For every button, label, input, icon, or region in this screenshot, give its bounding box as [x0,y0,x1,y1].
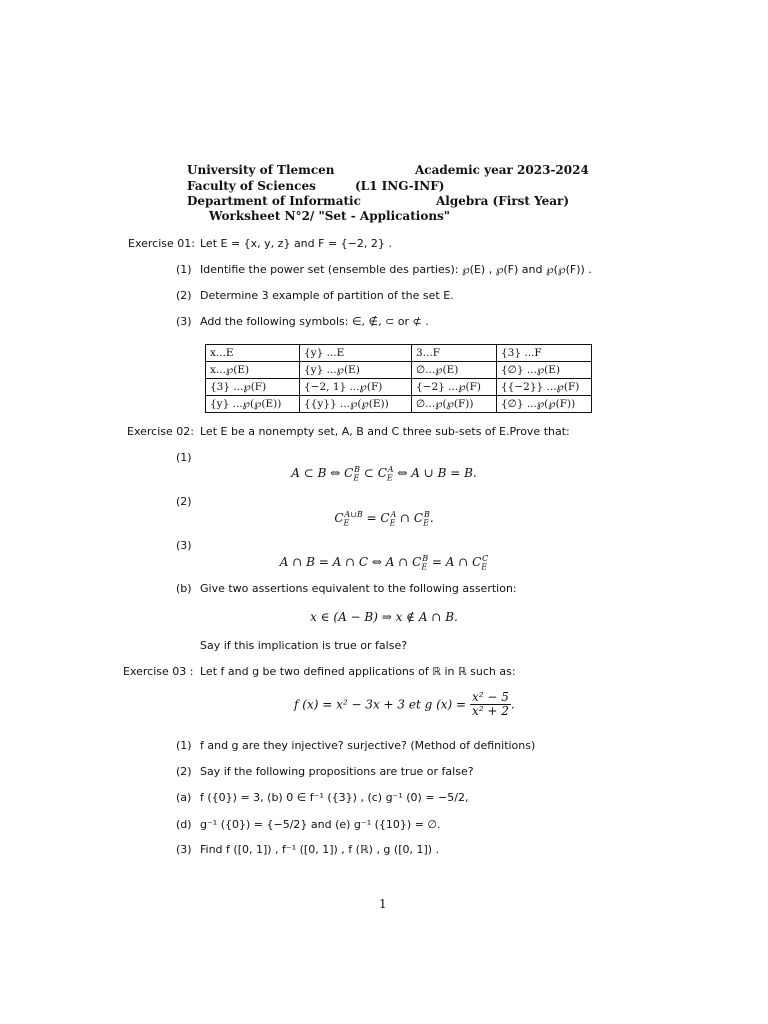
worksheet-title: Worksheet N°2/ "Set - Applications" [209,209,451,223]
table-cell: {∅} ...℘(℘(F)) [497,396,592,413]
ex3-item-num: (a) [176,791,192,804]
academic-year: Academic year 2023-2024 [415,163,589,177]
exercise-3-intro: Let f and g be two defined applications of ℝ in ℝ such as: [200,665,516,678]
ex3-item-num: (d) [176,818,192,831]
table-cell: 3...F [412,345,497,362]
ex2-item-num: (3) [176,539,192,552]
ex3-item-text: f ({0}) = 3, (b) 0 ∈ f⁻¹ ({3}) , (c) g⁻¹ (0) = −5/2, [200,791,469,804]
table-cell: {{y}} ...℘(℘(E)) [300,396,412,413]
ex3-item-text: f and g are they injective? surjective? (Method of definitions) [200,739,536,752]
table-cell: ∅...℘(℘(F)) [412,396,497,413]
exercise-3-label: Exercise 03 : [123,665,194,678]
exercise-2-intro: Let E be a nonempty set, A, B and C three sub-sets of E.Prove that: [200,425,570,438]
ex1-item-text: Determine 3 example of partition of the set E. [200,289,454,302]
ex2-question: Say if this implication is true or false? [200,639,408,652]
ex3-item-num: (2) [176,765,192,778]
implication-equation: x ∈ (A − B) ⇒ x ∉ A ∩ B. [310,610,458,624]
course-name: Algebra (First Year) [436,194,570,208]
table-row [206,379,592,396]
equation-3: A ∩ B = A ∩ C ⇔ A ∩ $C_E^B = A$ ∩ $C_E^C$ [279,554,489,572]
ex3-item-text: Find f ([0, 1]) , f⁻¹ ([0, 1]) , f (ℝ) , g ([0, 1]) . [200,843,440,856]
page-number: 1 [379,897,387,911]
table-cell: {{−2}} ...℘(F) [497,379,592,396]
equation-1: A ⊂ B ⇔ $C_E^B$ ⊂ $C_E^A$ ⇔ A ∪ B = B. [291,465,477,483]
table-row [206,396,592,413]
table-cell: {y} ...℘(℘(E)) [206,396,300,413]
ex1-item-num: (3) [176,315,192,328]
equation-2: $C_E^{A\cup B} = C_E^A$ ∩ $C_E^B$. [334,510,434,528]
ex3-item-num: (3) [176,843,192,856]
fraction-numerator: x² − 5 [471,690,509,704]
table-cell: {y} ...E [300,345,412,362]
exercise-1-intro: Let E = {x, y, z} and F = {−2, 2} . [200,237,392,250]
table-row [206,345,592,362]
table-cell: {3} ...F [497,345,592,362]
table-cell: ∅...℘(E) [412,362,497,379]
ex3-item-text: g⁻¹ ({0}) = {−5/2} and (e) g⁻¹ ({10}) = ∅. [200,818,441,831]
symbols-table [205,344,592,413]
fraction-denominator: x² + 2 [471,704,509,718]
table-cell: {y} ...℘(E) [300,362,412,379]
ex1-item-num: (1) [176,263,192,276]
table-cell: x...E [206,345,300,362]
ex2-item-num: (b) [176,582,192,595]
ex1-item-num: (2) [176,289,192,302]
table-cell: x...℘(E) [206,362,300,379]
ex3-item-text: Say if the following propositions are true or false? [200,765,474,778]
functions-definition: f (x) = x² − 3x + 3 et g (x) = $\frac{\text{x² − 5}}{\text{x² + 2}}$ . [294,690,515,718]
table-cell: {−2} ...℘(F) [412,379,497,396]
table-cell: {3} ...℘(F) [206,379,300,396]
table-cell: {−2, 1} ...℘(F) [300,379,412,396]
ex2-item-num: (1) [176,451,192,464]
faculty-name: Faculty of Sciences [187,179,316,193]
ex1-item-text: Add the following symbols: ∈, ∉, ⊂ or ⊄ . [200,315,429,328]
ex2-item-num: (2) [176,495,192,508]
function-f: f (x) = x² − 3x + 3 et g (x) = [294,697,467,712]
ex3-item-num: (1) [176,739,192,752]
department-name: Department of Informatic [187,194,361,208]
university-name: University of Tlemcen [187,163,335,177]
exercise-1-label: Exercise 01: [128,237,195,250]
class-level: (L1 ING-INF) [355,179,445,193]
ex1-item-text: Identifie the power set (ensemble des parties): ℘(E) , ℘(F) and ℘(℘(F)) . [200,263,592,276]
exercise-2-label: Exercise 02: [127,425,194,438]
ex2-item-text: Give two assertions equivalent to the following assertion: [200,582,517,595]
table-row [206,362,592,379]
fraction-g [470,691,511,718]
table-cell: {∅} ...℘(E) [497,362,592,379]
